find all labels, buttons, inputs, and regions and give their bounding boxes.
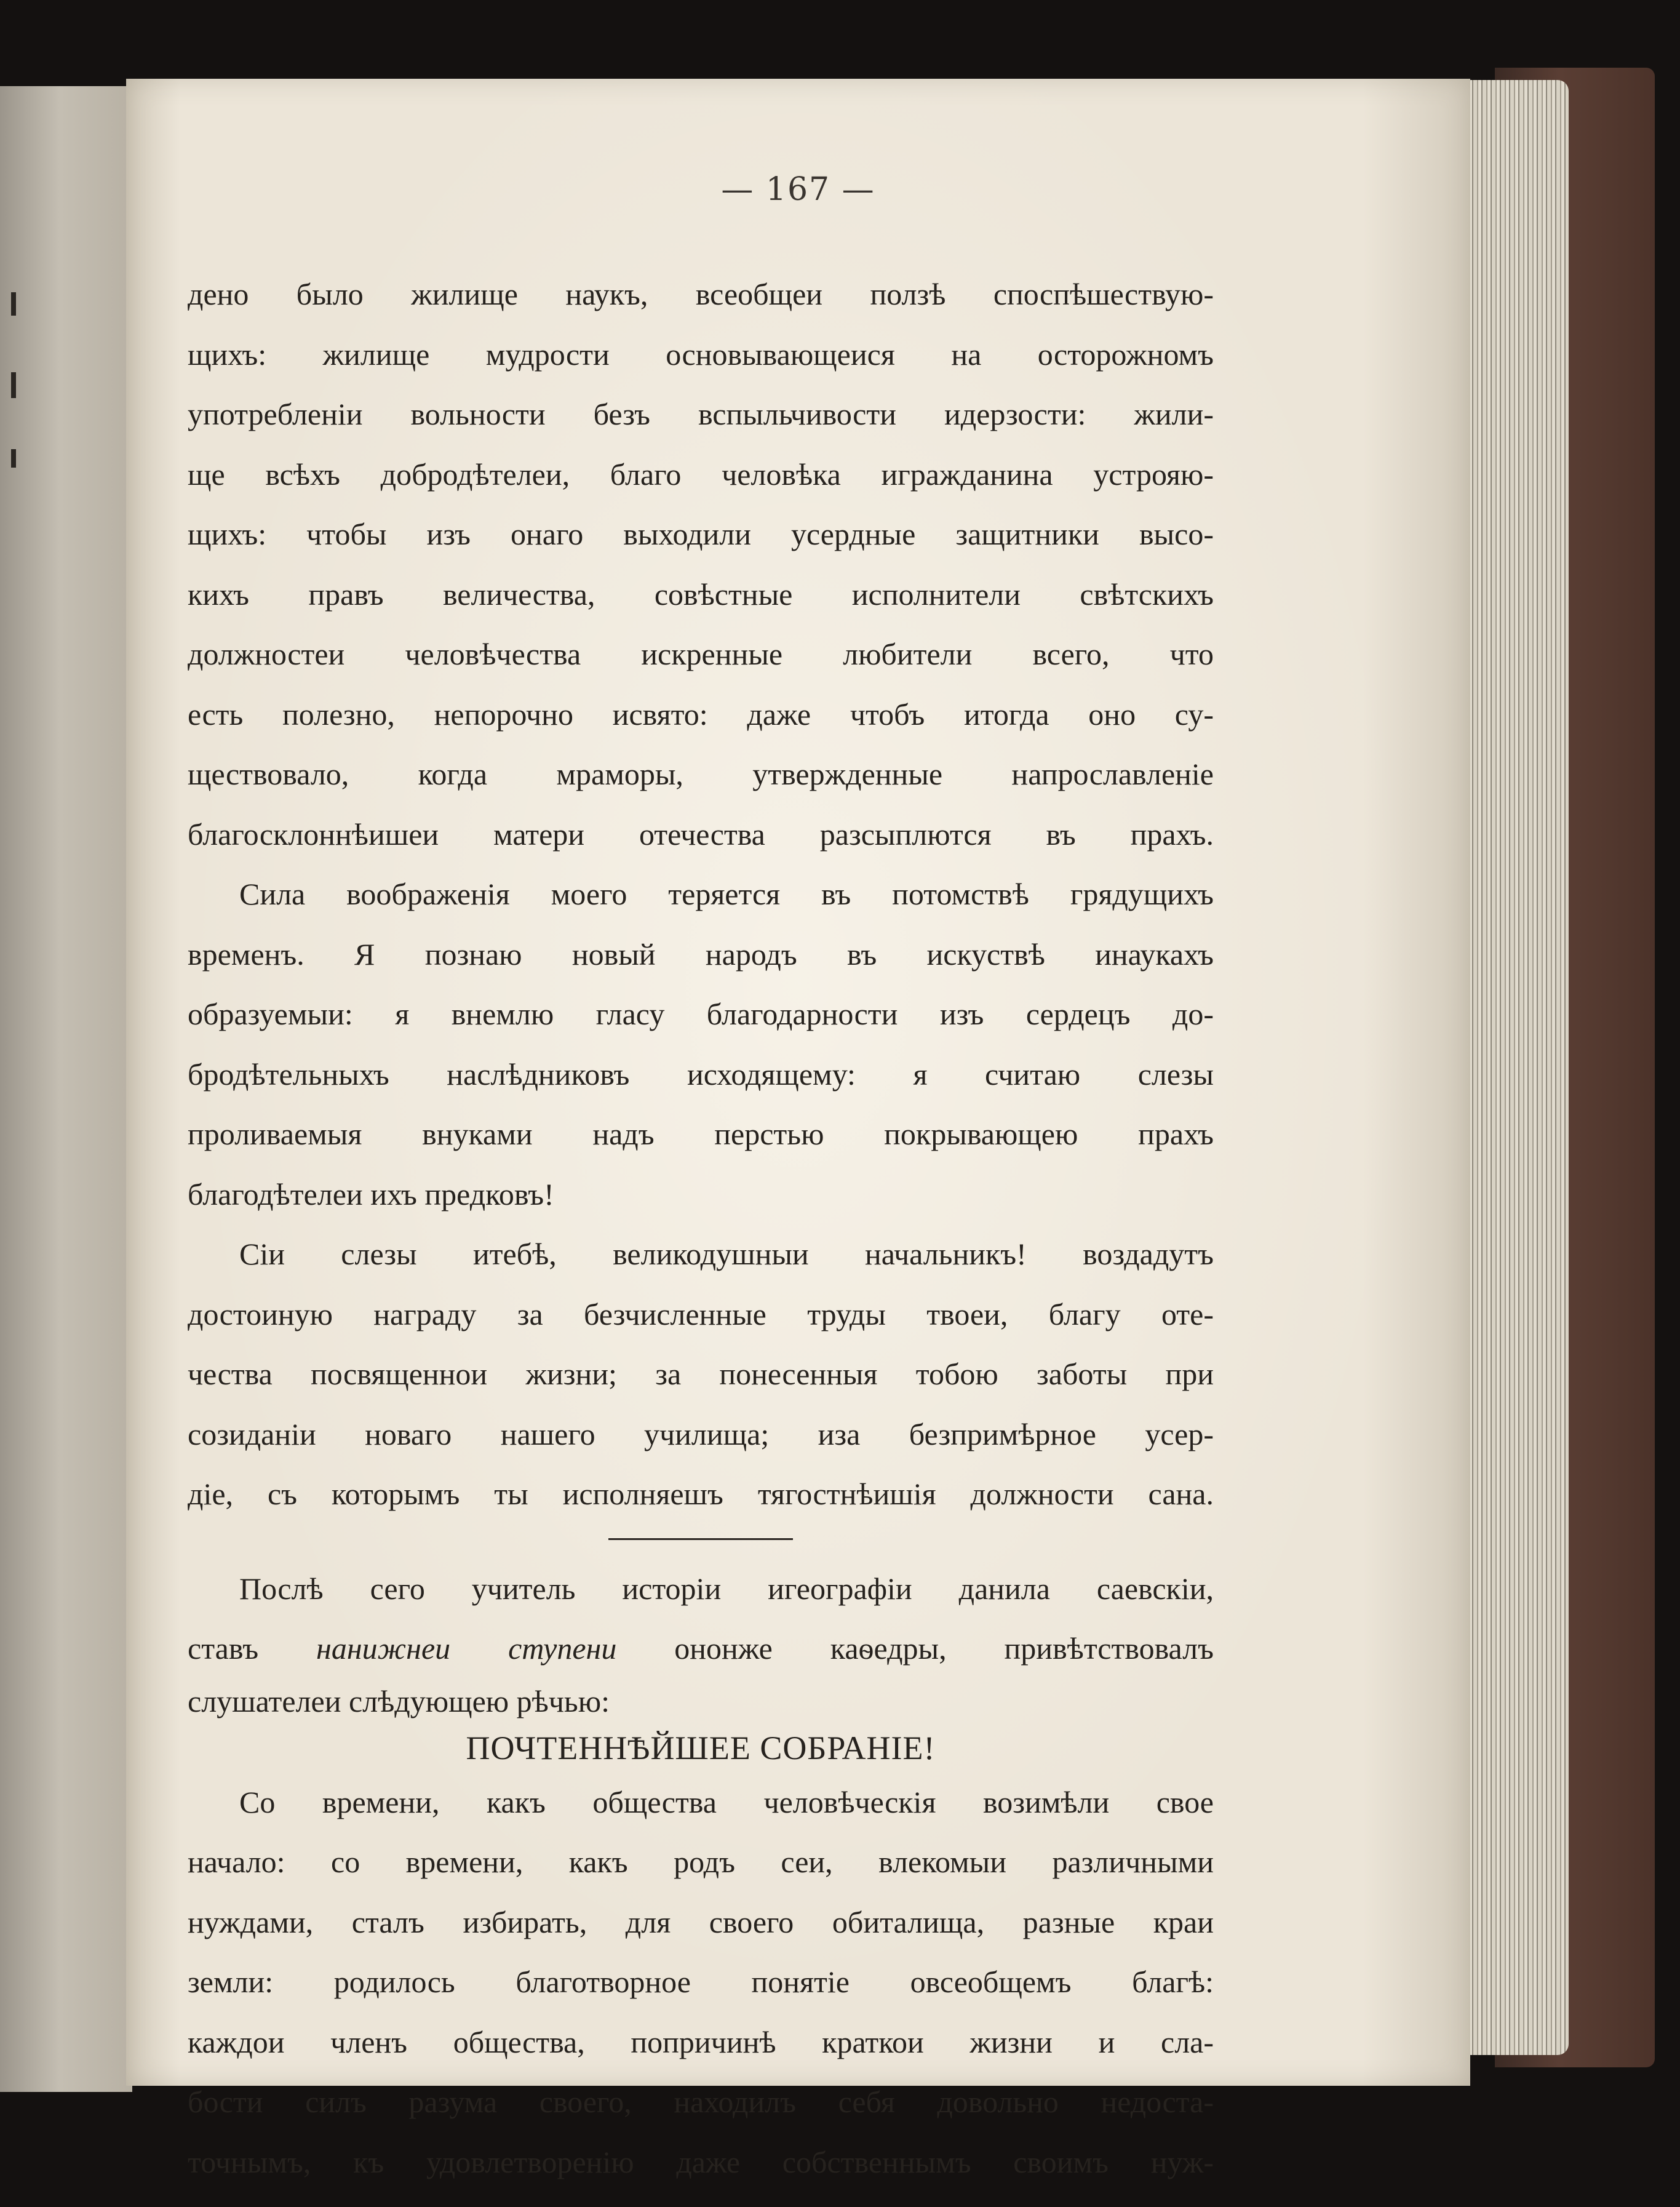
- text-line: ществовало, когда мраморы, утвержденные напрославленіе: [188, 757, 1214, 791]
- text-line: [188, 1619, 1214, 1679]
- text-line: бродѣтельныхъ наслѣдниковъ исходящему: я считаю слезы: [188, 1056, 1214, 1092]
- separator-area: [188, 1525, 1214, 1559]
- page-number: — 167 —: [721, 171, 875, 208]
- italic-phrase: нанижнеи ступени: [316, 1631, 617, 1666]
- text-line: каждои членъ общества, попричинѣ краткои жизни и сла-: [188, 2024, 1214, 2059]
- text-span: ставъ: [188, 1631, 317, 1666]
- text-line: благосклоннѣишеи матери отечества разсыплются въ прахъ.: [188, 816, 1214, 852]
- text-line: ще всѣхъ добродѣтелеи, благо человѣка игражданина устрояю-: [188, 457, 1214, 492]
- text-line: чества посвященнои жизни; за понесенныя тобою заботы при: [188, 1357, 1214, 1391]
- text-line: щихъ: чтобы изъ онаго выходили усердные защитники высо-: [188, 517, 1214, 551]
- text-line: образуемыи: я внемлю гласу благодарности изъ сердецъ до-: [188, 997, 1214, 1031]
- text-line: точнымъ, къ удовлетворенію даже собственнымъ своимъ нуж-: [188, 2144, 1214, 2179]
- text-line: есть полезно, непорочно исвято: даже чтобъ итогда оно су-: [188, 696, 1214, 732]
- text-line: Со времени, какъ общества человѣческія возимѣли свое: [239, 1784, 1214, 1819]
- text-line: земли: родилось благотворное понятіе овсеобщемъ благѣ:: [188, 1965, 1214, 1999]
- text-line: діе, съ которымъ ты исполняешъ тягостнѣишія должности сана.: [188, 1477, 1214, 1511]
- previous-page-mark: [11, 292, 16, 316]
- paragraph: [188, 1224, 1214, 1525]
- text-line: проливаемыя внуками надъ перстью покрывающею прахъ: [188, 1117, 1214, 1151]
- paragraph: [188, 1773, 1214, 2193]
- text-line: Сила воображенія моего теряется въ потомствѣ грядущихъ: [239, 877, 1214, 911]
- text-line: кихъ правъ величества, совѣстные исполнители свѣтскихъ: [188, 577, 1214, 612]
- text-line: Послѣ сего учитель исторіи игеографіи данила саевскіи,: [239, 1571, 1214, 1606]
- previous-page-mark: [11, 372, 16, 398]
- text-line: дено было жилище наукъ, всеобщеи ползѣ споспѣшествую-: [188, 277, 1214, 311]
- body-text: [188, 265, 1214, 2192]
- text-line: благодѣтелеи ихъ предковъ!: [188, 1176, 554, 1211]
- text-line: временъ. Я познаю новый народъ въ искуствѣ инаукахъ: [188, 936, 1214, 972]
- text-line: начало: со времени, какъ родъ сеи, влекомыи различными: [188, 1845, 1214, 1879]
- text-line: бости силъ разума своего, находилъ себя довольно недоста-: [188, 2085, 1214, 2119]
- text-line: созиданіи новаго нашего училища; иза безпримѣрное усер-: [188, 1416, 1214, 1451]
- previous-page-mark: [11, 449, 16, 468]
- text-line: нуждами, сталъ избирать, для своего обиталища, разные краи: [188, 1904, 1214, 1939]
- paragraph: [188, 1559, 1214, 1723]
- text-line: должностеи человѣчества искренные любители всего, что: [188, 637, 1214, 671]
- text-line: слушателеи слѣдующею рѣчью:: [188, 1683, 610, 1718]
- text-line: щихъ: жилище мудрости основывающеися на осторожномъ: [188, 337, 1214, 372]
- text-line: Сіи слезы итебѣ, великодушныи начальникъ! воздадутъ: [239, 1237, 1214, 1271]
- speech-heading: ПОЧТЕННѢЙШЕЕ СОБРАНІЕ!: [466, 1729, 936, 1766]
- paragraph: [188, 864, 1214, 1224]
- separator-rule: [608, 1538, 793, 1540]
- book-page: [126, 79, 1470, 2179]
- text-line: употребленіи вольности безъ вспыльчивости идерзости: жили-: [188, 397, 1214, 431]
- previous-page-edge: [0, 86, 132, 2092]
- paragraph: [188, 265, 1214, 864]
- text-span: ононже каѳедры, привѣтствовалъ: [616, 1631, 1214, 1666]
- text-line: достоиную награду за безчисленные труды твоеи, благу оте-: [188, 1296, 1214, 1331]
